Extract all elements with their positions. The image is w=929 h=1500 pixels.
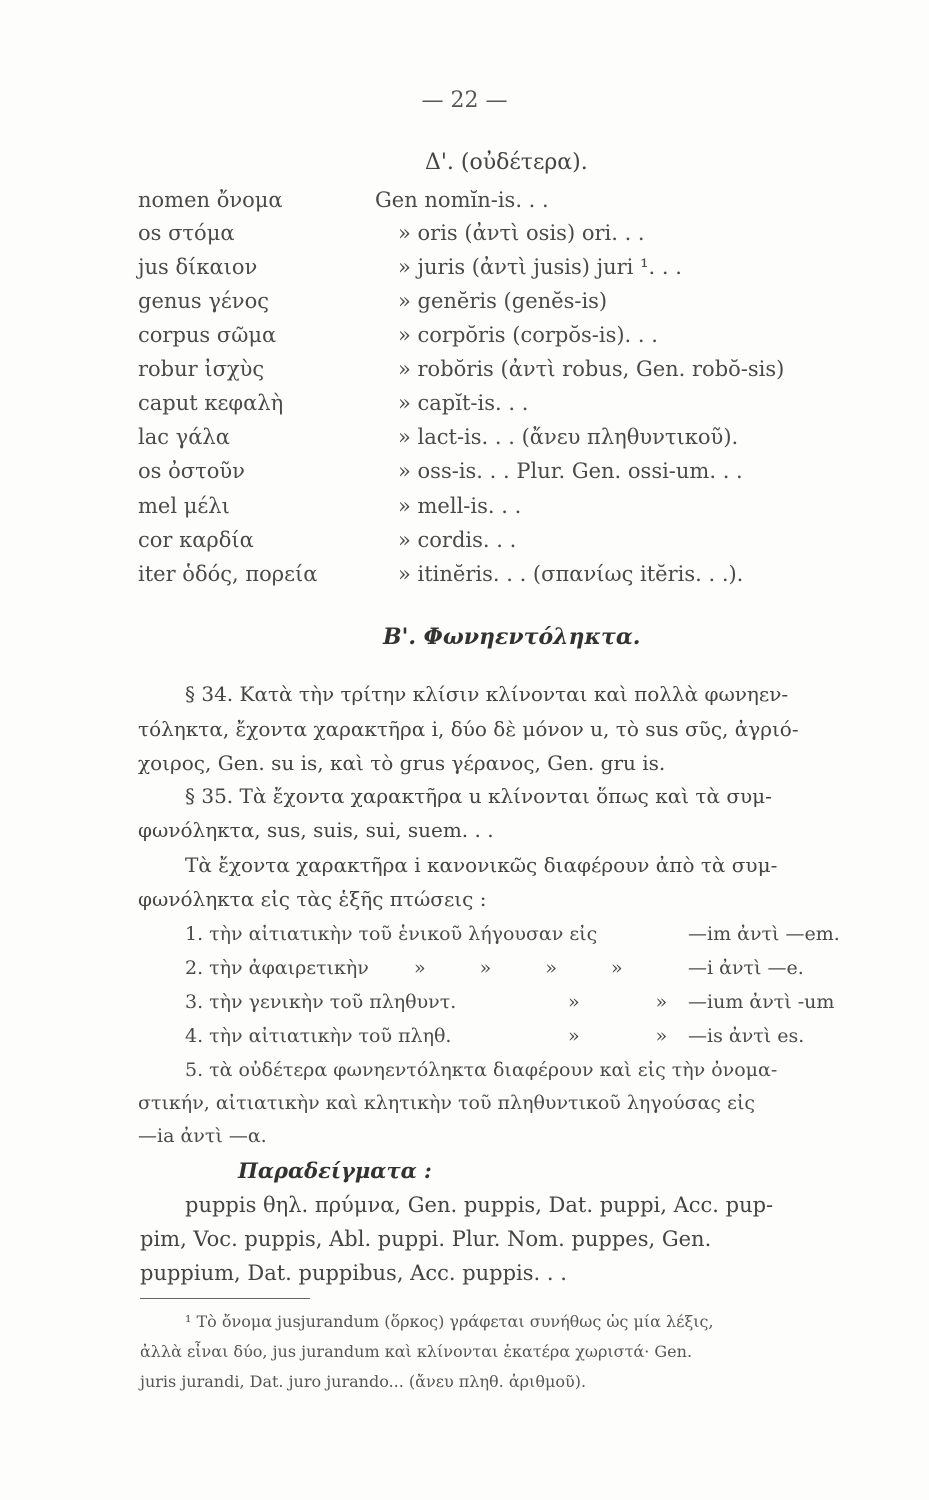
paragraph-line: Τὰ ἔχοντα χαρακτῆρα i κανονικῶς διαφέρουν ἀπὸ τὰ συμ- [185,853,778,877]
table-row-form: » mell-is. . . [398,494,522,518]
footnote-line: ¹ Τὸ ὄνομα jusjurandum (ὅρκος) γράφεται συνήθως ὡς μία λέξις, [185,1312,714,1331]
table-row-form: » corpŏris (corpŏs-is). . . [398,323,658,347]
rule-item-ending: —i ἀντὶ —e. [688,957,804,979]
table-row-form: » oss-is. . . Plur. Gen. ossi-um. . . [398,459,743,483]
table-row-word: nomen ὄνομα [138,188,283,212]
rule-item-text: 5. τὰ οὐδέτερα φωνηεντόληκτα διαφέρουν καὶ εἰς τὴν ὀνομα- [185,1059,778,1081]
table-row-word: genus γένος [138,289,269,313]
table-row-word: robur ἰσχὺς [138,357,265,381]
footnote-line: ἀλλὰ εἶναι δύο, jus jurandum καὶ κλίνονται ἑκατέρα χωριστά· Gen. [140,1342,693,1361]
table-row-form: » juris (ἀντὶ jusis) juri ¹. . . [398,255,682,279]
table-row-word: lac γάλα [138,425,230,449]
example-line: pim, Voc. puppis, Abl. puppi. Plur. Nom. puppes, Gen. [140,1227,712,1251]
rule-item-marks: » » [568,991,668,1013]
rule-item-text: 4. τὴν αἰτιατικὴν τοῦ πληθ. [185,1025,452,1047]
rule-item-text: —ia ἀντὶ —α. [138,1125,267,1147]
table-row-form: » robŏris (ἀντὶ robus, Gen. robŏ-sis) [398,357,785,381]
paragraph-line: φωνόληκτα, sus, suis, sui, suem. . . [138,818,494,842]
table-row-form: » genĕris (genĕs-is) [398,289,608,313]
example-line: puppium, Dat. puppibus, Acc. puppis. . . [140,1261,567,1285]
paragraph-line: § 34. Κατὰ τὴν τρίτην κλίσιν κλίνονται καὶ πολλὰ φωνηεν- [185,682,789,706]
paragraph-line: § 35. Τὰ ἔχοντα χαρακτῆρα u κλίνονται ὅπως καὶ τὰ συμ- [185,784,772,808]
rule-item-text: 3. τὴν γενικὴν τοῦ πληθυντ. [185,991,457,1013]
table-row-form: » lact-is. . . (ἄνευ πληθυντικοῦ). [398,425,739,449]
section-heading-vowel-stems: B'. Φωνηεντόληκτα. [383,624,641,650]
rule-item-text: στικήν, αἰτιατικὴν καὶ κλητικὴν τοῦ πληθυντικοῦ ληγούσας εἰς [138,1092,756,1114]
table-row-form: » cordis. . . [398,528,517,552]
table-row-form: » capĭt-is. . . [398,391,529,415]
table-row-word: iter ὁδός, πορεία [138,562,318,586]
rule-item-ending: —is ἀντὶ es. [688,1025,805,1047]
table-row-word: corpus σῶμα [138,323,277,347]
paragraph-line: τόληκτα, ἔχοντα χαρακτῆρα i, δύο δὲ μόνον u, τὸ sus σῦς, ἀγριό- [138,717,799,741]
rule-item-text: 2. τὴν ἀφαιρετικὴν [185,957,369,979]
table-row-word: cor καρδία [138,528,254,552]
paragraph-line: φωνόληκτα εἰς τὰς ἑξῆς πτώσεις : [138,887,487,911]
table-row-word: os στόμα [138,221,235,245]
rule-item-marks: » » [568,1025,668,1047]
paragraph-line: χοιρος, Gen. su is, καὶ τὸ grus γέρανος, Gen. gru is. [138,751,666,775]
table-row-word: mel μέλι [138,494,230,518]
page-number: — 22 — [421,88,508,113]
table-row-word: jus δίκαιον [138,255,258,279]
section-heading-neuter: Δ'. (οὐδέτερα). [425,150,588,175]
footnote-line: juris jurandi, Dat. juro jurando... (ἄνευ πληθ. ἀριθμοῦ). [140,1372,587,1391]
table-row-form: » itinĕris. . . (σπανίως itĕris. . .). [398,562,744,586]
example-line: puppis θηλ. πρύμνα, Gen. puppis, Dat. puppi, Acc. pup- [185,1193,774,1217]
footnote-divider [140,1298,310,1299]
table-row-word: caput κεφαλὴ [138,391,284,415]
rule-item-marks: » » » » [414,957,623,979]
rule-item-text: 1. τὴν αἰτιατικὴν τοῦ ἑνικοῦ λήγουσαν εἰς [185,923,598,945]
table-row-form: Gen nomĭn-is. . . [375,188,549,212]
table-row-word: os ὀστοῦν [138,459,245,483]
rule-item-ending: —im ἀντὶ —em. [688,923,840,945]
rule-item-ending: —ium ἀντὶ -um [688,991,835,1013]
examples-heading: Παραδείγματα : [238,1158,432,1183]
table-row-form: » oris (ἀντὶ osis) ori. . . [398,221,645,245]
